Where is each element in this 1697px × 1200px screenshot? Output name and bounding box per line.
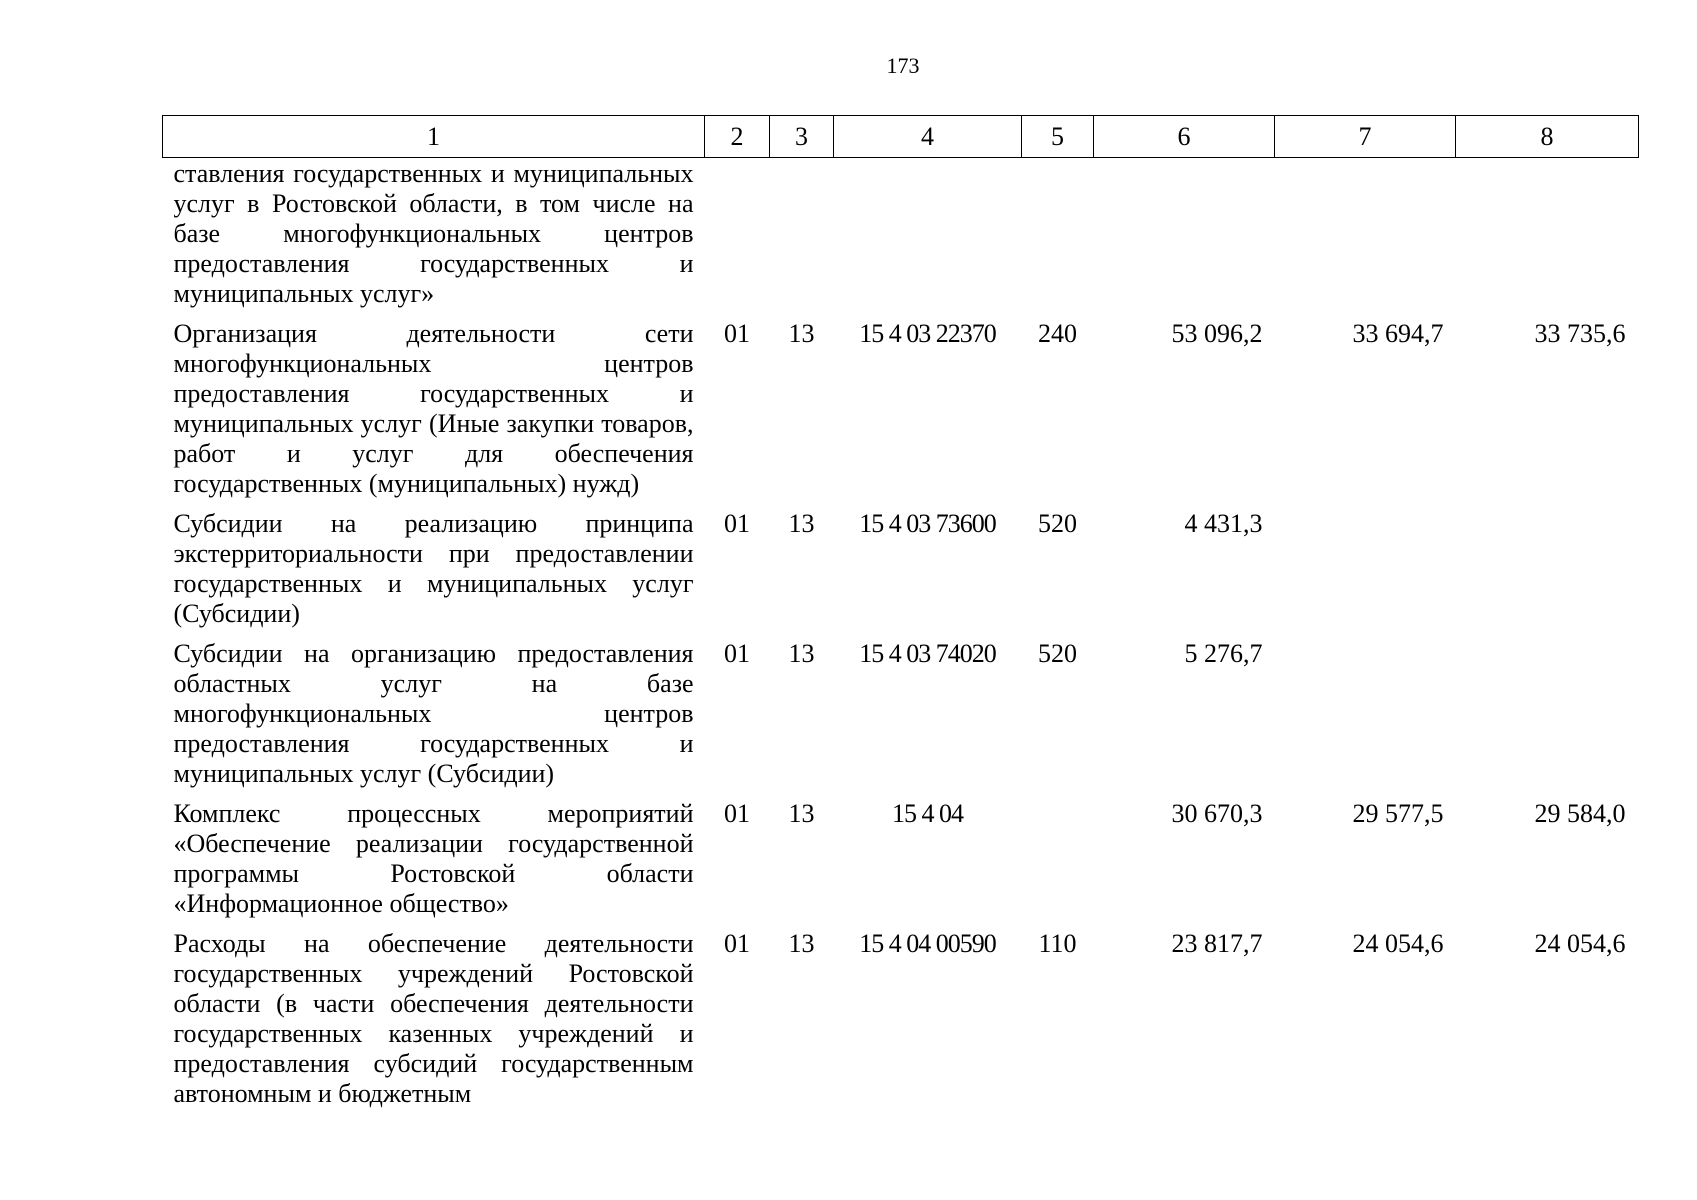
section-code: 01 <box>724 929 750 958</box>
row-description: ставления государственных и муниципальных услуг в Ростовской области, в том числе на базе многофункциональных центров предоставления государственных и муниципальных услуг» <box>173 159 694 308</box>
amount-col-7 <box>1275 158 1456 320</box>
expense-type-code: 520 <box>1038 509 1077 538</box>
row-description: Комплекс процессных мероприятий «Обеспечение реализации государственной программы Ростовской области «Информационное общество» <box>173 799 694 918</box>
amount-col-7: 33 694,7 <box>1352 319 1444 348</box>
table-row <box>163 799 1639 929</box>
target-article-code: 15 4 03 73600 <box>859 509 996 538</box>
subsection-code <box>770 158 834 320</box>
subsection-code: 13 <box>788 319 815 348</box>
amount-col-7: 29 577,5 <box>1352 799 1444 828</box>
section-code: 01 <box>724 509 750 538</box>
column-header: 3 <box>770 116 834 158</box>
amount-col-7: 24 054,6 <box>1352 929 1444 958</box>
row-description: Расходы на обеспечение деятельности государственных учреждений Ростовской области (в части обеспечения деятельности государственных казенных учреждений и предоставления субсидий государственным автономным и бюджетным <box>173 929 694 1108</box>
target-article-code: 15 4 03 22370 <box>859 319 996 348</box>
amount-col-7 <box>1275 509 1456 639</box>
section-code: 01 <box>724 319 750 348</box>
column-header: 1 <box>163 116 705 158</box>
amount-col-6 <box>1094 158 1275 320</box>
amount-col-8 <box>1456 509 1639 639</box>
expense-type-code: 240 <box>1038 319 1077 348</box>
target-article-code: 15 4 03 74020 <box>859 639 996 668</box>
amount-col-6: 5 276,7 <box>1184 639 1263 668</box>
amount-col-6: 23 817,7 <box>1171 929 1263 958</box>
expense-type-code <box>1022 799 1094 929</box>
expense-type-code: 520 <box>1038 639 1077 668</box>
subsection-code: 13 <box>788 509 815 538</box>
subsection-code: 13 <box>788 639 815 668</box>
section-code <box>705 158 770 320</box>
expense-type-code: 110 <box>1038 929 1077 958</box>
table-row <box>163 158 1639 320</box>
budget-table <box>162 115 1639 1119</box>
section-code: 01 <box>724 639 750 668</box>
column-header: 8 <box>1456 116 1639 158</box>
row-description: Организация деятельности сети многофункциональных центров предоставления государственных и муниципальных услуг (Иные закупки товаров, работ и услуг для обеспечения государственных (муниципальных) нужд) <box>173 319 694 498</box>
amount-col-6: 4 431,3 <box>1184 509 1263 538</box>
column-header: 4 <box>834 116 1022 158</box>
subsection-code: 13 <box>788 929 815 958</box>
amount-col-8 <box>1456 158 1639 320</box>
table-row <box>163 639 1639 799</box>
table-row <box>163 929 1639 1119</box>
table-header-row <box>163 116 1639 158</box>
table-row <box>163 509 1639 639</box>
target-article-code: 15 4 04 00590 <box>859 929 996 958</box>
column-header: 2 <box>705 116 770 158</box>
amount-col-7 <box>1275 639 1456 799</box>
column-header: 7 <box>1275 116 1456 158</box>
amount-col-8: 24 054,6 <box>1534 929 1626 958</box>
target-article-code: 15 4 04 <box>892 799 963 828</box>
page-number: 173 <box>886 53 920 78</box>
row-description: Субсидии на реализацию принципа экстерриториальности при предоставлении государственных и муниципальных услуг (Субсидии) <box>173 509 694 628</box>
amount-col-6: 30 670,3 <box>1171 799 1263 828</box>
row-description: Субсидии на организацию предоставления областных услуг на базе многофункциональных центров предоставления государственных и муниципальных услуг (Субсидии) <box>173 639 694 788</box>
amount-col-8 <box>1456 639 1639 799</box>
column-header: 5 <box>1022 116 1094 158</box>
section-code: 01 <box>724 799 750 828</box>
column-header: 6 <box>1094 116 1275 158</box>
amount-col-8: 29 584,0 <box>1534 799 1626 828</box>
target-article-code <box>834 158 1022 320</box>
amount-col-8: 33 735,6 <box>1534 319 1626 348</box>
amount-col-6: 53 096,2 <box>1171 319 1263 348</box>
subsection-code: 13 <box>788 799 815 828</box>
table-row <box>163 319 1639 509</box>
expense-type-code <box>1022 158 1094 320</box>
